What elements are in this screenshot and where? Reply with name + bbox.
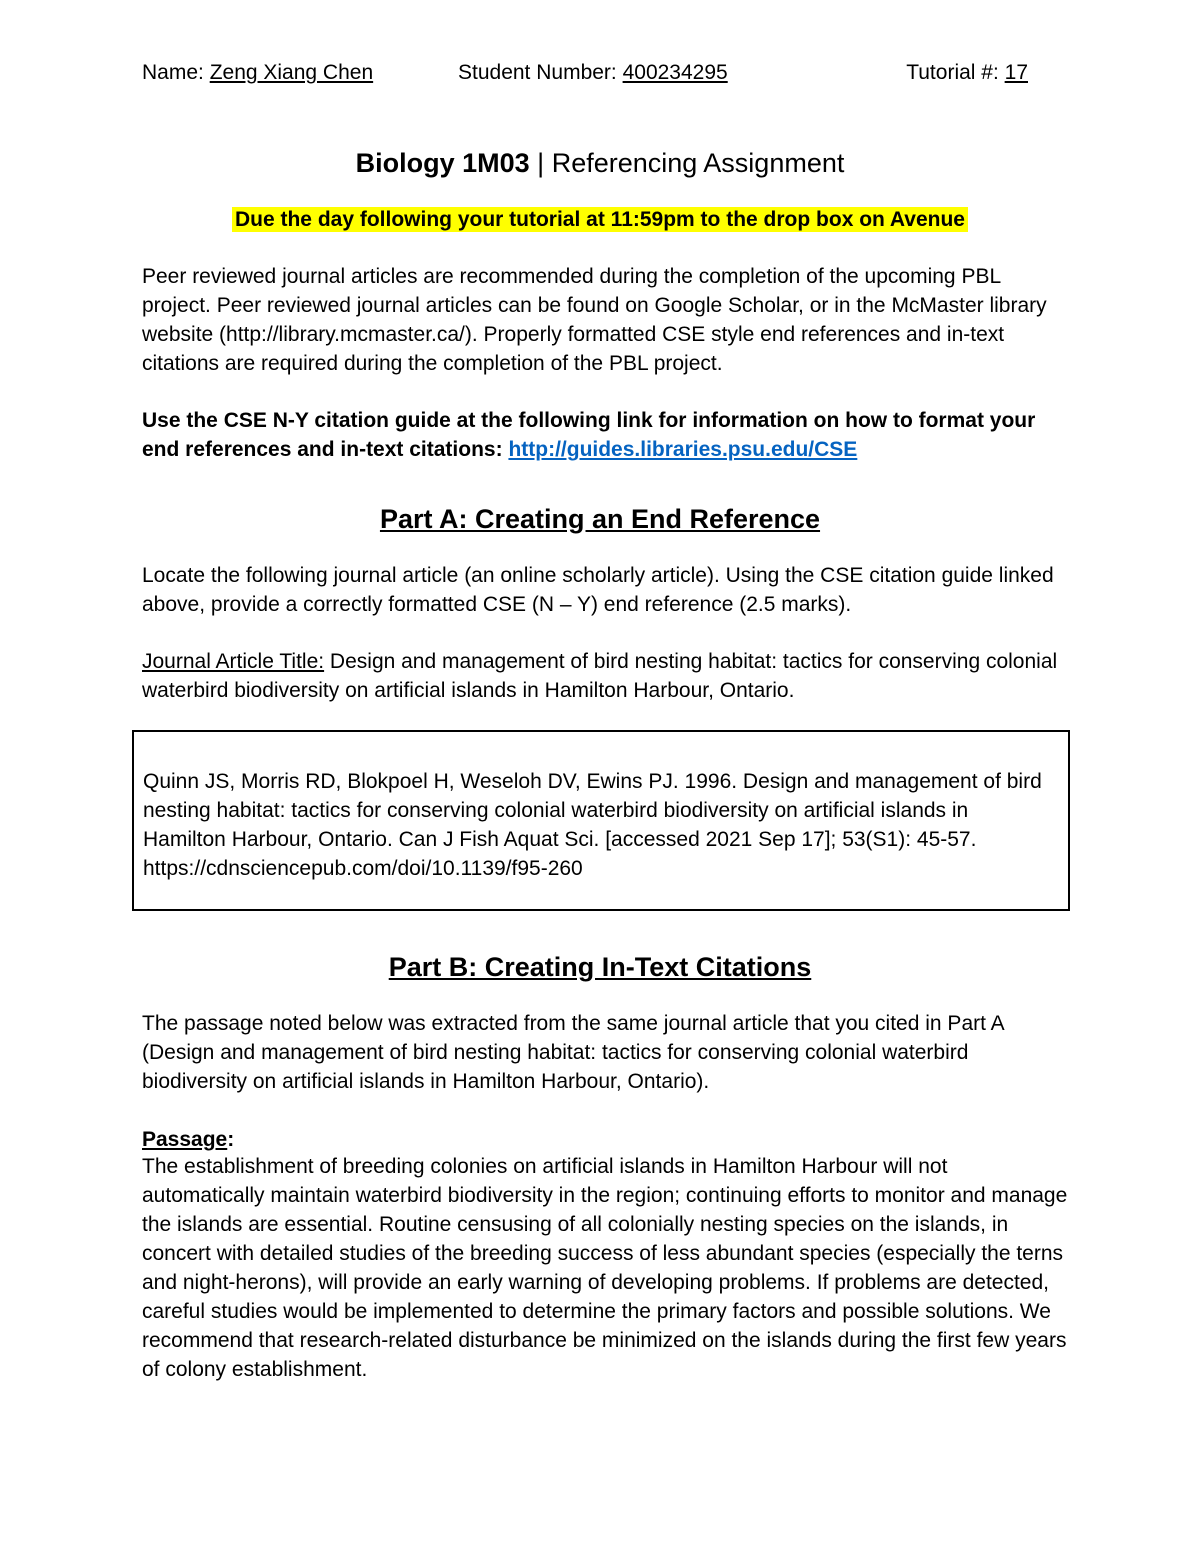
title-separator: | <box>529 148 552 178</box>
course-code: Biology 1M03 <box>355 148 530 178</box>
document-title <box>0 146 1200 180</box>
tutorial-field <box>906 58 1028 87</box>
student-number-value: 400234295 <box>622 61 728 84</box>
article-title-label: Journal Article Title: <box>142 650 325 673</box>
part-a-instructions: Locate the following journal article (an online scholarly article). Using the CSE citation guide linked above, provide a correctly formatted CSE (N – Y) end reference (2.5 marks). <box>142 564 1054 616</box>
passage-label <box>142 1125 1072 1154</box>
tutorial-value: 17 <box>1004 61 1028 84</box>
student-number-label: Student Number: <box>458 61 623 84</box>
cse-guide-paragraph <box>142 406 1072 464</box>
cse-guide-link[interactable]: http://guides.libraries.psu.edu/CSE <box>508 438 858 461</box>
part-b-intro: The passage noted below was extracted from the same journal article that you cited in Part A (Design and management of bird nesting habitat: tactics for conserving colonial waterbird biodiversity on artificial islands in Hamilton Harbour, Ontario). <box>142 1012 1004 1093</box>
due-notice <box>0 205 1200 234</box>
article-title-paragraph <box>142 647 1072 705</box>
student-name-value: Zeng Xiang Chen <box>209 61 374 84</box>
part-b-heading: Part B: Creating In-Text Citations <box>388 952 812 982</box>
passage-label-colon: : <box>227 1128 235 1151</box>
reference-answer-box <box>132 730 1070 911</box>
cse-guide-text: Use the CSE N-Y citation guide at the following link for information on how to format your end references and in-text citations: <box>142 409 1036 461</box>
student-name-label: Name: <box>142 61 210 84</box>
passage-text: The establishment of breeding colonies on artificial islands in Hamilton Harbour will not automatically maintain waterbird biodiversity in the region; continuing efforts to monitor and manage the islands are essential. Routine censusing of all colonially nesting species on the islands, in concert with detailed studies of the breeding success of less abundant species (especially the terns and night-herons), will provide an early warning of developing problems. If problems are detected, careful studies would be implemented to determine the primary factors and possible solutions. We recommend that research-related disturbance be minimized on the islands during the first few years of colony establishment. <box>142 1155 1068 1381</box>
part-a-heading: Part A: Creating an End Reference <box>379 504 821 534</box>
reference-answer-text: Quinn JS, Morris RD, Blokpoel H, Weseloh DV, Ewins PJ. 1996. Design and management of bird nesting habitat: tactics for conserving colonial waterbird biodiversity on artificial islands in Hamilton Harbour, Ontario. Can J Fish Aquat Sci. [accessed 2021 Sep 17]; 53(S1): 45-57. https://cdnsciencepub.com/doi/10.1139/f95-260 <box>143 770 1042 880</box>
student-number-field <box>458 58 728 87</box>
assignment-name: Referencing Assignment <box>551 148 845 178</box>
tutorial-label: Tutorial #: <box>906 61 1005 84</box>
student-name-field <box>142 58 373 87</box>
intro-paragraph: Peer reviewed journal articles are recommended during the completion of the upcoming PBL project. Peer reviewed journal articles can be found on Google Scholar, or in the McMaster library website (http://library.mcmaster.ca/). Properly formatted CSE style end references and in-text citations are required during the completion of the PBL project. <box>142 265 1047 375</box>
student-info-header <box>142 58 1028 88</box>
article-title-text: Design and management of bird nesting habitat: tactics for conserving colonial waterbird biodiversity on artificial islands in Hamilton Harbour, Ontario. <box>142 650 1058 702</box>
passage-label-text: Passage <box>142 1128 228 1151</box>
due-notice-text: Due the day following your tutorial at 11:59pm to the drop box on Avenue <box>232 207 968 232</box>
